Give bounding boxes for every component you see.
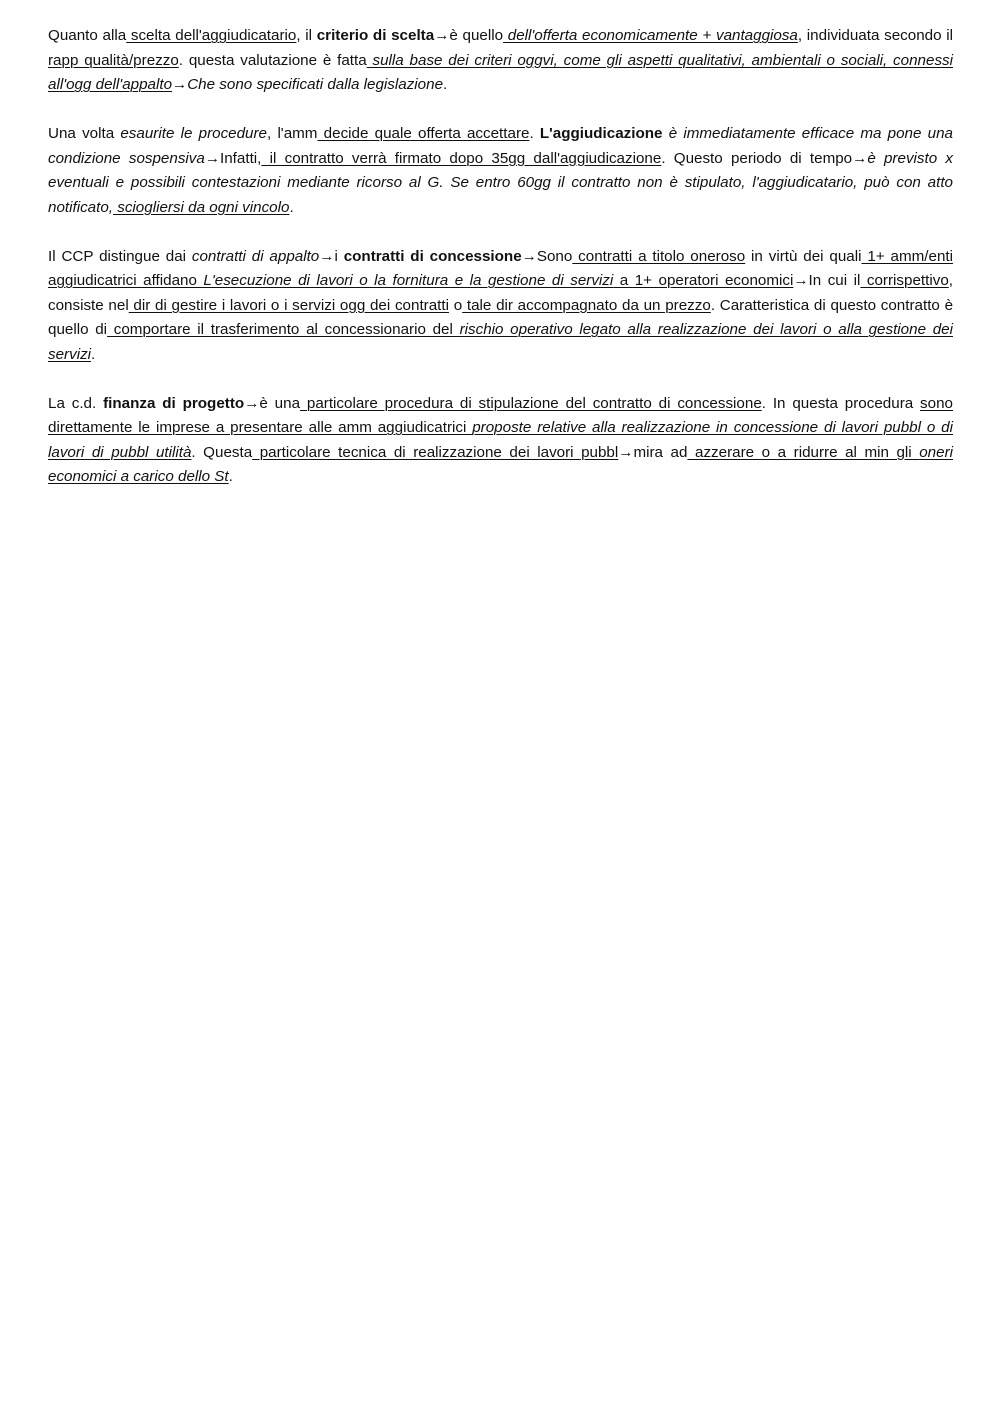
text-segment: proposte relative alla realizzazione in concessione di lavori pubbl o di lavori di pubbl utilità (48, 419, 953, 461)
text-segment: La c.d. (48, 394, 104, 412)
text-segment: . questa valutazione è fatta (178, 51, 367, 69)
text-segment: contratti a titolo oneroso (572, 247, 746, 265)
text-segment: , l'amm (267, 125, 318, 142)
text-segment: azzerare o a ridurre al min gli (687, 443, 920, 461)
text-segment: il contratto verrà firmato dopo 35gg dall'aggiudicazione (261, 149, 662, 167)
document-body (48, 24, 953, 514)
text-segment: corrispettivo (860, 272, 949, 289)
text-segment: →è una (244, 394, 301, 412)
text-segment: contratti di appalto (191, 247, 320, 265)
text-segment: finanza di progetto (103, 394, 245, 412)
text-segment: o (448, 296, 463, 314)
text-segment: tale dir accompagnato da un prezzo (462, 296, 711, 314)
text-segment: → (172, 76, 188, 93)
text-segment: . (228, 468, 233, 485)
text-segment: rapp qualità/prezzo (48, 51, 179, 69)
text-segment: in virtù dei quali (745, 247, 862, 265)
text-segment: oneri economici a carico dello St (48, 443, 954, 485)
text-segment: esaurite le procedure (120, 125, 268, 142)
text-segment: è immediatamente efficace ma pone una condizione sospensiva (48, 125, 953, 167)
text-segment: . (443, 76, 448, 93)
text-segment: →In cui il (793, 272, 861, 289)
paragraph-finanza-progetto (48, 392, 953, 490)
text-segment: →i (319, 247, 344, 265)
paragraph-contratti-concessione (48, 245, 953, 368)
text-segment: decide quale offerta accettare (317, 125, 530, 142)
text-segment: . (91, 345, 96, 363)
text-segment: L'esecuzione di lavori o la fornitura e la gestione di servizi (203, 272, 614, 289)
text-segment: →è quello (434, 27, 504, 44)
text-segment: contratti di concessione (343, 247, 522, 265)
text-segment: Il CCP distingue dai (48, 247, 192, 265)
text-segment: rischio operativo legato alla realizzazione dei lavori o alla gestione dei servizi (48, 321, 953, 363)
text-segment: scelta dell'aggiudicatario (126, 27, 297, 44)
text-segment: . Caratteristica di questo contratto è quello di (48, 296, 954, 338)
paragraph-aggiudicazione (48, 122, 953, 220)
text-segment: Quanto alla (48, 27, 127, 44)
text-segment: →Infatti, (204, 149, 262, 167)
text-segment: sciogliersi da ogni vincolo (113, 198, 290, 216)
text-segment: →Sono (521, 247, 573, 265)
text-segment: sulla base dei criteri oggvi, come gli aspetti qualitativi, ambientali o sociali, connessi all'ogg dell'appalto (48, 51, 953, 93)
text-segment: dir di gestire i lavori o i servizi ogg dei contratti (128, 296, 449, 314)
text-segment: a 1+ operatori economici (613, 272, 794, 289)
paragraph-aggiudicatario (48, 24, 953, 98)
text-segment: , individuata secondo il (797, 27, 953, 44)
text-segment: comportare il trasferimento al concessionario del (107, 321, 460, 338)
text-segment: 1+ amm/enti aggiudicatrici affidano (48, 247, 953, 289)
text-segment: è previsto x eventuali e possibili contestazioni mediante ricorso al G. Se entro 60gg il contratto non è stipulato, l'aggiudicatario, può con atto notificato, (48, 149, 953, 216)
text-segment: criterio di scelta (316, 27, 435, 44)
text-segment: . (529, 125, 540, 142)
text-segment: Una volta (48, 125, 121, 142)
text-segment: particolare tecnica di realizzazione dei lavori pubbl (252, 443, 619, 461)
text-segment: , il (296, 27, 317, 44)
text-segment: L'aggiudicazione (539, 125, 663, 142)
text-segment: Che sono specificati dalla legislazione (187, 76, 444, 93)
text-segment: . Questo periodo di tempo→ (661, 149, 868, 167)
text-segment: . In questa procedura (761, 394, 921, 412)
text-segment: →mira ad (618, 443, 688, 461)
text-segment: particolare procedura di stipulazione del contratto di concessione (300, 394, 762, 412)
text-segment: . Questa (191, 443, 253, 461)
text-segment: dell'offerta economicamente + vantaggiosa (503, 27, 798, 44)
text-segment: , consiste nel (48, 272, 953, 314)
text-segment: . (289, 198, 294, 216)
text-segment: sono direttamente le imprese a presentare alle amm aggiudicatrici (48, 394, 953, 436)
